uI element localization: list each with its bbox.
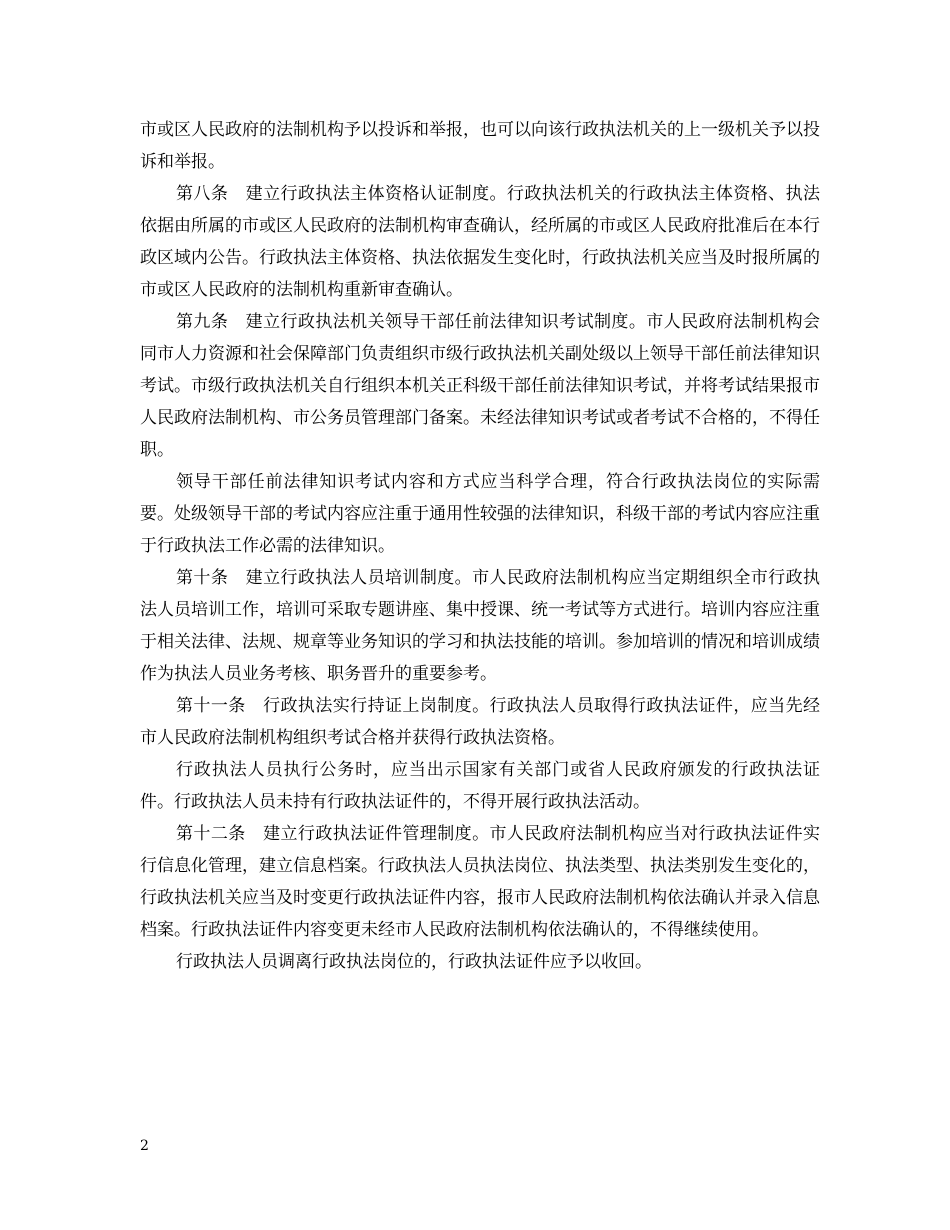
paragraph: 领导干部任前法律知识考试内容和方式应当科学合理，符合行政执法岗位的实际需要。处级领导干部的考试内容应注重于通用性较强的法律知识，科级干部的考试内容应注重于行政执法工作必需的法律知识。 [140,472,820,556]
paragraph: 市或区人民政府的法制机构予以投诉和举报，也可以向该行政执法机关的上一级机关予以投诉和举报。 [140,120,820,172]
paragraph: 第八条 建立行政执法主体资格认证制度。行政执法机关的行政执法主体资格、执法依据由所属的市或区人民政府的法制机构审查确认，经所属的市或区人民政府批准后在本行政区域内公告。行政执法主体资格、执法依据发生变化时，行政执法机关应当及时报所属的市或区人民政府的法制机构重新审查确认。 [140,184,820,300]
paragraph: 行政执法人员执行公务时，应当出示国家有关部门或省人民政府颁发的行政执法证件。行政执法人员未持有行政执法证件的，不得开展行政执法活动。 [140,760,820,812]
body-text [140,114,820,978]
page-number: 2 [140,1138,149,1154]
paragraph: 第十条 建立行政执法人员培训制度。市人民政府法制机构应当定期组织全市行政执法人员培训工作，培训可采取专题讲座、集中授课、统一考试等方式进行。培训内容应注重于相关法律、法规、规章等业务知识的学习和执法技能的培训。参加培训的情况和培训成绩作为执法人员业务考核、职务晋升的重要参考。 [140,568,820,684]
paragraph: 第十二条 建立行政执法证件管理制度。市人民政府法制机构应当对行政执法证件实行信息化管理，建立信息档案。行政执法人员执法岗位、执法类型、执法类别发生变化的，行政执法机关应当及时变更行政执法证件内容，报市人民政府法制机构依法确认并录入信息档案。行政执法证件内容变更未经市人民政府法制机构依法确认的，不得继续使用。 [140,824,820,940]
paragraph: 第十一条 行政执法实行持证上岗制度。行政执法人员取得行政执法证件，应当先经市人民政府法制机构组织考试合格并获得行政执法资格。 [140,696,820,748]
paragraph: 第九条 建立行政执法机关领导干部任前法律知识考试制度。市人民政府法制机构会同市人力资源和社会保障部门负责组织市级行政执法机关副处级以上领导干部任前法律知识考试。市级行政执法机关自行组织本机关正科级干部任前法律知识考试，并将考试结果报市人民政府法制机构、市公务员管理部门备案。未经法律知识考试或者考试不合格的，不得任职。 [140,312,820,460]
paragraph: 行政执法人员调离行政执法岗位的，行政执法证件应予以收回。 [176,952,652,972]
